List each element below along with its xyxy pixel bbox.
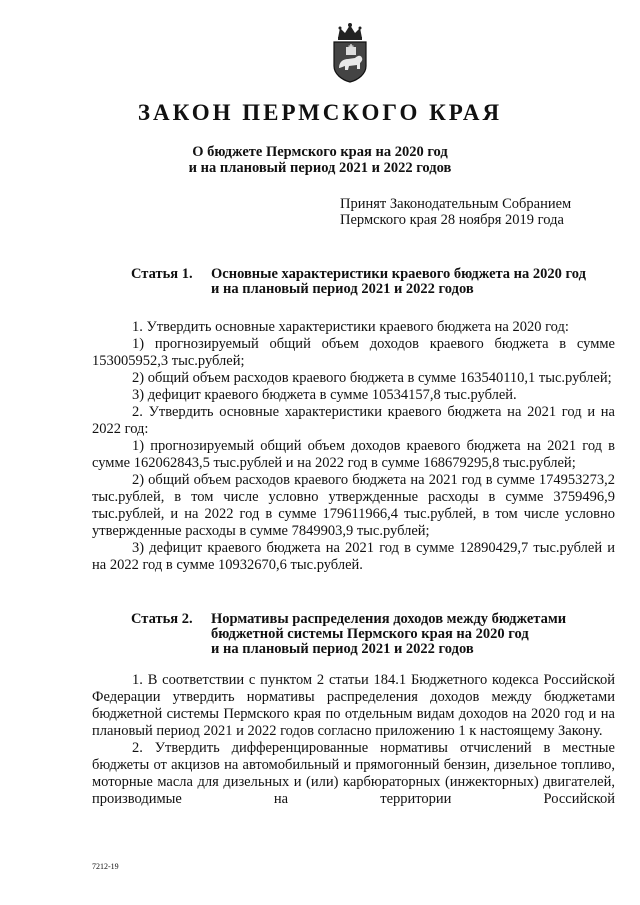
subtitle-line: О бюджете Пермского края на 2020 год bbox=[192, 144, 448, 160]
paragraph: 2. Утвердить дифференцированные нормативы отчислений в местные бюджеты от акцизов на автомобильный и прямогонный бензин, дизельное топливо, моторные масла для дизельных и (или) карбюраторных (инжекторных) двигателей, производимые на территории Российской bbox=[92, 740, 615, 807]
paragraph: 1. Утвердить основные характеристики краевого бюджета на 2020 год: bbox=[132, 319, 569, 335]
article-2-body bbox=[92, 672, 615, 808]
subtitle-line: и на плановый период 2021 и 2022 годов bbox=[188, 160, 452, 176]
law-title: ЗАКОН ПЕРМСКОГО КРАЯ bbox=[137, 100, 503, 125]
paragraph: 2) общий объем расходов краевого бюджета на 2021 год в сумме 174953273,2 тыс.рублей, в том числе условно утвержденные расходы в сумме 3759496,9 тыс.рублей, и на 2022 год в сумме 179611966,4 тыс.рублей, в том числе условно утвержденные расходы в сумме 7849903,9 тыс.рублей; bbox=[92, 472, 615, 539]
article-title-line: и на плановый период 2021 и 2022 годов bbox=[211, 641, 474, 657]
paragraph: 2) общий объем расходов краевого бюджета в сумме 163540110,1 тыс.рублей; bbox=[132, 370, 612, 386]
adoption-note bbox=[340, 196, 571, 228]
paragraph: 2. Утвердить основные характеристики краевого бюджета на 2021 год и на 2022 год: bbox=[92, 404, 615, 437]
adoption-line: Пермского края 28 ноября 2019 года bbox=[340, 212, 564, 228]
article-title bbox=[211, 267, 586, 297]
article-title-line: Нормативы распределения доходов между бюджетами bbox=[211, 611, 567, 627]
article-title bbox=[211, 612, 566, 657]
article-title-line: и на плановый период 2021 и 2022 годов bbox=[211, 281, 474, 297]
article-1-body bbox=[92, 319, 615, 574]
adoption-line: Принят Законодательным Собранием bbox=[340, 196, 572, 212]
paragraph: 1) прогнозируемый общий объем доходов краевого бюджета на 2021 год в сумме 162062843,5 тыс.рублей и на 2022 год в сумме 168679295,8 тыс.рублей; bbox=[92, 438, 615, 471]
paragraph: 3) дефицит краевого бюджета на 2021 год в сумме 12890429,7 тыс.рублей и на 2022 год в сумме 10932670,6 тыс.рублей. bbox=[92, 540, 615, 573]
article-number: Статья 2. bbox=[131, 611, 193, 627]
paragraph: 1. В соответствии с пунктом 2 статьи 184.1 Бюджетного кодекса Российской Федерации утвердить нормативы распределения доходов между бюджетами бюджетной системы Пермского края по отдельным видам доходов на 2020 год и на плановый период 2021 и 2022 годов согласно приложению 1 к настоящему Закону. bbox=[92, 672, 615, 739]
article-2-heading bbox=[131, 611, 567, 657]
article-number: Статья 1. bbox=[131, 266, 193, 282]
paragraph: 1) прогнозируемый общий объем доходов краевого бюджета в сумме 153005952,3 тыс.рублей; bbox=[92, 336, 615, 369]
document-code: 7212-19 bbox=[92, 862, 119, 871]
law-subtitle bbox=[0, 144, 640, 176]
article-1-heading bbox=[131, 266, 586, 297]
article-title-line: Основные характеристики краевого бюджета на 2020 год bbox=[211, 266, 586, 282]
perm-krai-coat-of-arms-icon bbox=[327, 22, 373, 84]
article-title-line: бюджетной системы Пермского края на 2020 год bbox=[211, 626, 529, 642]
paragraph: 3) дефицит краевого бюджета в сумме 10534157,8 тыс.рублей. bbox=[132, 387, 517, 403]
